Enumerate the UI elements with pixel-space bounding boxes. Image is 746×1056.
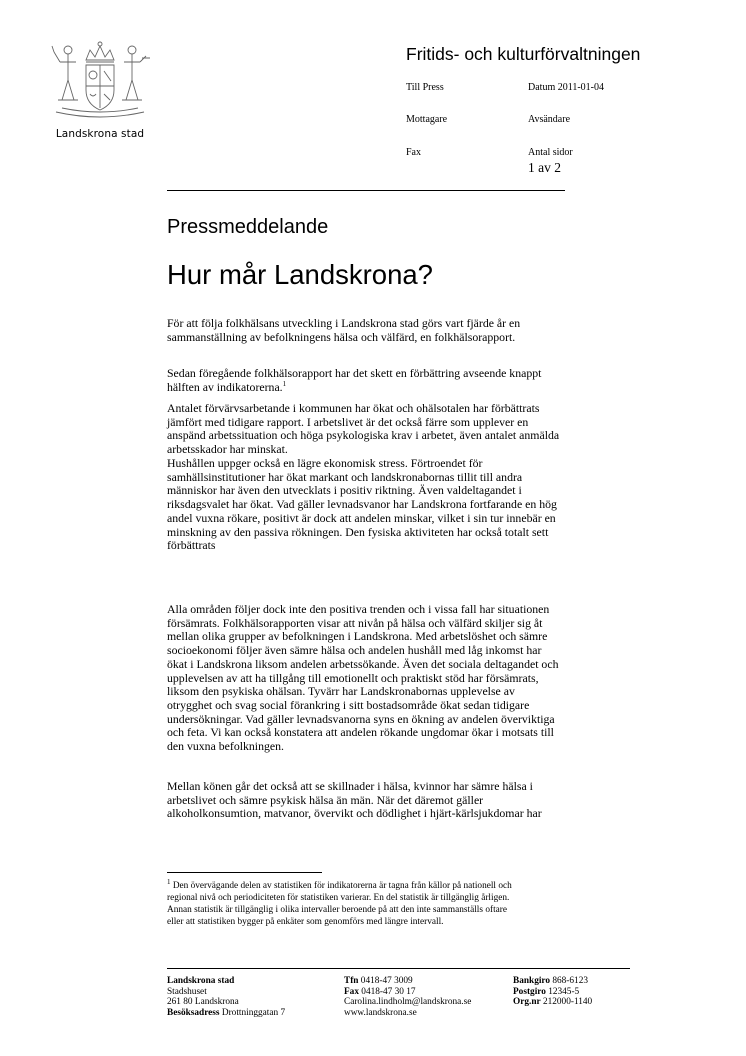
footnote-marker: 1 [167, 877, 171, 886]
department-name: Fritids- och kulturförvaltningen [406, 44, 641, 64]
doc-title: Hur mår Landskrona? [167, 259, 433, 290]
footer-orgnr-label: Org.nr [513, 997, 541, 1008]
footer-bankgiro-label: Bankgiro [513, 976, 551, 986]
body-paragraph-5 [167, 603, 647, 754]
city-logo [38, 38, 162, 143]
pages-value: 1 av 2 [528, 160, 561, 175]
body-paragraph-4 [167, 457, 647, 553]
footnote-ref: 1 [282, 379, 287, 388]
body-paragraph-2 [167, 367, 647, 394]
footnote-text: Den övervägande delen av statistiken för indikatorerna är tagna från källor på nationell och regional nivå och periodiciteten för statistiken varierar. En del statistik är tillgänglig årligen. Annan statistik är tillgänglig i olika intervaller beroende på att den inte sammanställs oftare eller att statistiken bygger på enkäter som genomförs med längre intervall. [167, 881, 512, 928]
footer-visit-value: Drottninggatan 7 [219, 1007, 286, 1018]
footer-visit-label: Besöksadress [167, 1007, 220, 1018]
doc-kicker: Pressmeddelande [167, 216, 329, 238]
footer-tfn-label: Tfn [344, 976, 359, 986]
paragraph-text: Antalet förvärvsarbetande i kommunen har ökat och ohälsotalen har förbättrats jämfört med tidigare rapport. I arbetslivet är det också färre som upplever en anspänd arbetssituation och höga psykologiska krav i arbetet, även antalet anmälda arbetsskador har minskat. [167, 401, 560, 457]
fax-label: Fax [406, 147, 421, 158]
paragraph-2-text: Sedan föregående folkhälsorapport har det skett en förbättring avseende knappt hälften av indikatorerna. [167, 366, 542, 394]
body-paragraph-6 [167, 780, 647, 821]
footer-postgiro-value: 12345-5 [545, 986, 580, 997]
footer-postal: 261 80 Landskrona [167, 997, 239, 1008]
footer-orgnr-value: 212000-1140 [540, 997, 593, 1008]
footer-divider [167, 968, 630, 969]
sender-label: Avsändare [528, 114, 571, 125]
paragraph-text: För att följa folkhälsans utveckling i Landskrona stad görs vart fjärde år en sammanställning av befolkningens hälsa och välfärd, en folkhälsorapport. [167, 316, 521, 344]
pages-label: Antal sidor [528, 147, 573, 158]
footnote-divider [167, 872, 322, 873]
footer-contact [344, 976, 471, 1018]
paragraph-text: Mellan könen går det också att se skillnader i hälsa, kvinnor har sämre hälsa i arbetslivet och sämre psykisk hälsa än män. När det däremot gäller alkoholkonsumtion, matvanor, övervikt och dödlighet i hjärt-kärlsjukdomar har [167, 779, 542, 821]
paragraph-text: Alla områden följer dock inte den positiva trenden och i vissa fall har situationen försämrats. Folkhälsorapporten visar att nivån på hälsa och välfärd skiljer sig åt mellan olika grupper av befolkningen i Landskrona. Med arbetslöshet och sämre socioekonomi följer även sämre hälsa och andelen hushåll med låg inkomst har ökat i Landskrona liksom andelen arbetssökande. Även det sociala deltagandet och upplevelsen av att ha tillgång till emotionellt och praktiskt stöd har försämrats, liksom den psykiska ohälsan. Tyvärr har Landskronabornas upplevelse av otrygghet och svag social förankring i sitt bostadsområde ökat sedan tidigare undersökningar. Vad gäller levnadsvanorna syns en ökning av andelen överviktiga och feta. Vi kan också konstatera att andelen rökande ungdomar ökar i motsats till den vuxna befolkningen. [167, 602, 559, 754]
footer-org: Landskrona stad [167, 976, 235, 986]
footer-fax-value: 0418-47 30 17 [358, 986, 416, 997]
recipient-label: Mottagare [406, 114, 448, 125]
date-label: Datum 2011-01-04 [528, 82, 605, 93]
footer-email-link[interactable]: Carolina.lindholm@landskrona.se [344, 997, 472, 1008]
footer-tfn-value: 0418-47 3009 [358, 976, 413, 986]
coat-of-arms-icon [46, 38, 154, 124]
footnote [167, 877, 647, 928]
footer-address [167, 976, 285, 1018]
footer-postgiro-label: Postgiro [513, 986, 546, 997]
paragraph-text [167, 367, 647, 394]
to-label: Till Press [406, 82, 444, 93]
footer-payment [513, 976, 592, 1008]
footer-bankgiro-value: 868-6123 [550, 976, 588, 986]
footer-fax-label: Fax [344, 986, 359, 997]
paragraph-text: Hushållen uppger också en lägre ekonomisk stress. Förtroendet för samhällsinstitutioner har ökat markant och landskronabornas tillit till andra människor har även den utvecklats i positiv riktning. Även valdeltagandet i riksdagsvalet har ökat. Vad gäller levnadsvanor har Landskrona fortfarande en hög andel vuxna rökare, positivt är dock att andelen minskar, vilket i sin tur innebär en minskning av den passiva rökningen. Den fysiska aktiviteten har också totalt sett förbättrats [167, 456, 557, 553]
logo-text: Landskrona stad [55, 128, 145, 140]
body-paragraph-1 [167, 317, 647, 344]
body-paragraph-3 [167, 402, 647, 457]
footer-web-link[interactable]: www.landskrona.se [344, 1007, 417, 1018]
footer-building: Stadshuset [167, 986, 207, 997]
header-divider [167, 190, 565, 191]
